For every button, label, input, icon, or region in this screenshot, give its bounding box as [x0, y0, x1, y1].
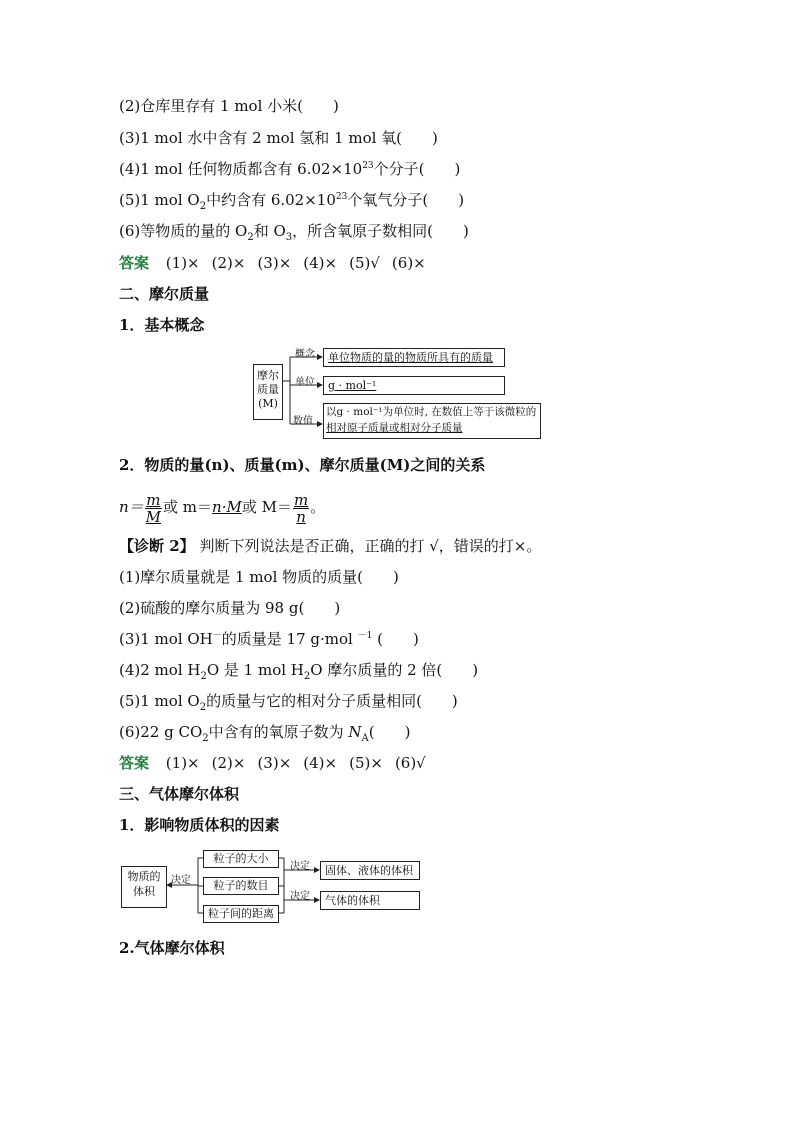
subheading-relationship: 2．物质的量(n)、质量(m)、摩尔质量(M)之间的关系 — [119, 456, 486, 474]
question-6: (6)等物质的量的 $O_2$和 $O_3$，所含氧原子数相同( ) — [119, 222, 469, 243]
diag2-q4: (4)2 mol $H_2O$ 是 1 mol $H_2O$ 摩尔质量的 2 倍( ) — [119, 661, 479, 682]
question-5: (5)1 mol $O_2$中约含有 $6.02\times 10^{23}$个氧气分子( ) — [119, 191, 465, 212]
subheading-volume-factors: 1．影响物质体积的因素 — [119, 816, 280, 834]
result-gas-volume: 气体的体积 — [320, 891, 420, 910]
diag2-q5: (5)1 mol $O_2$的质量与它的相对分子质量相同( ) — [119, 692, 458, 713]
answer-label: 答案 — [119, 754, 150, 772]
value-box: 以g · mol⁻¹为单位时, 在数值上等于该微粒的 相对原子质量或相对分子质量 — [323, 403, 541, 439]
label-value: 数值 — [293, 416, 313, 427]
factor-particle-distance: 粒子间的距离 — [203, 905, 279, 923]
fraction-m-over-M: $\frac{m}{M}$ — [145, 490, 162, 526]
diag2-q6: (6)22 g $CO_2$中含有的氧原子数为 $N_A$( ) — [119, 723, 411, 744]
answer-row-1: 答案 (1)× (2)× (3)× (4)× (5)√ (6)× — [119, 254, 426, 272]
answer-label: 答案 — [119, 254, 150, 272]
question-2: (2)仓库里存有 1 mol 小米( ) — [119, 97, 339, 115]
diagnosis-2-heading: 【诊断 2】 判断下列说法是否正确，正确的打 √，错误的打×。 — [119, 537, 542, 555]
factor-particle-size: 粒子的大小 — [203, 850, 279, 868]
label-decide-top: 决定 — [290, 861, 310, 872]
concept-box: 单位物质的量的物质所具有的质量 — [323, 348, 505, 367]
label-concept: 概念 — [295, 349, 315, 360]
question-3: (3)1 mol 水中含有 2 mol 氢和 1 mol 氧( ) — [119, 129, 438, 147]
answer-row-2: 答案 (1)× (2)× (3)× (4)× (5)× (6)√ — [119, 754, 426, 772]
molar-mass-box: 摩尔 质量 (M) — [253, 364, 283, 420]
label-unit: 单位 — [295, 377, 315, 388]
label-decide-left: 决定 — [171, 875, 191, 886]
formula-line: n＝ $\frac{m}{M}$ 或 m＝n·M或 M＝ $\frac{m}{n}$ 。 — [119, 490, 326, 526]
fraction-m-over-n: $\frac{m}{n}$ — [293, 490, 309, 526]
result-solid-liquid-volume: 固体、液体的体积 — [320, 861, 420, 880]
section-heading-2: 二、摩尔质量 — [119, 285, 210, 303]
question-4: (4)1 mol 任何物质都含有 $6.02\times 10^{23}$个分子( ) — [119, 160, 461, 178]
substance-volume-box: 物质的 体积 — [121, 866, 167, 908]
diag2-q1: (1)摩尔质量就是 1 mol 物质的质量( ) — [119, 568, 399, 586]
diag2-q2: (2)硫酸的摩尔质量为 98 g( ) — [119, 599, 341, 617]
section-heading-3: 三、气体摩尔体积 — [119, 785, 240, 803]
subheading-basic-concept: 1．基本概念 — [119, 316, 205, 334]
factor-particle-number: 粒子的数目 — [203, 877, 279, 895]
diag2-q3: (3)1 mol OH－的质量是 17 g·mol $^{-1}$ ( ) — [119, 630, 419, 648]
label-decide-bottom: 决定 — [290, 891, 310, 902]
subheading-gas-molar-volume: 2.气体摩尔体积 — [119, 939, 225, 957]
unit-box: g · mol⁻¹ — [323, 376, 505, 395]
